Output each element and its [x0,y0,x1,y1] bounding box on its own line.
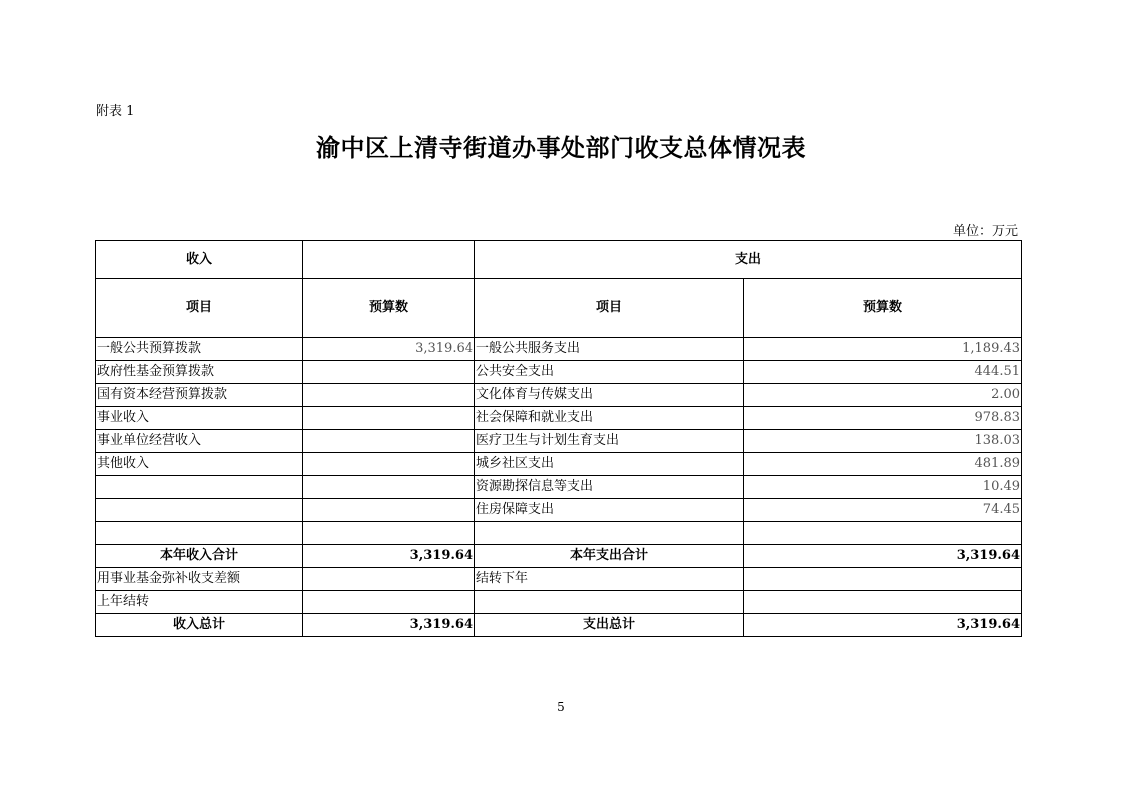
expense-item-header: 项目 [475,279,744,338]
income-value [303,568,475,591]
table-row [96,499,1022,522]
annual-income-total-label: 本年收入合计 [96,545,303,568]
page-number: 5 [557,700,565,714]
expense-value: 978.83 [744,407,1022,430]
income-value [303,453,475,476]
table-row [96,476,1022,499]
income-item: 其他收入 [96,453,303,476]
income-value [303,384,475,407]
income-section-header: 收入 [96,241,303,279]
header-row-sections [96,241,1022,279]
annual-income-total-value: 3,319.64 [303,545,475,568]
table-row [96,384,1022,407]
income-value [303,407,475,430]
expense-value [744,522,1022,545]
table-row [96,338,1022,361]
appendix-label: 附表 1 [96,104,135,119]
income-item: 一般公共预算拨款 [96,338,303,361]
income-item-header: 项目 [96,279,303,338]
income-item [96,476,303,499]
expense-value: 1,189.43 [744,338,1022,361]
expense-value [744,591,1022,614]
grand-expense-total-label: 支出总计 [475,614,744,637]
income-value [303,430,475,453]
expense-section-header: 支出 [475,241,1022,279]
expense-value: 444.51 [744,361,1022,384]
expense-item: 医疗卫生与计划生育支出 [475,430,744,453]
expense-value: 74.45 [744,499,1022,522]
income-item: 事业单位经营收入 [96,430,303,453]
income-item: 上年结转 [96,591,303,614]
income-value [303,522,475,545]
table-row [96,522,1022,545]
unit-label: 单位：万元 [952,224,1018,239]
income-item [96,522,303,545]
income-budget-header: 预算数 [303,279,475,338]
income-section-header-blank [303,241,475,279]
income-item [96,499,303,522]
expense-item [475,522,744,545]
expense-value: 481.89 [744,453,1022,476]
expense-item: 一般公共服务支出 [475,338,744,361]
table-row [96,568,1022,591]
expense-value: 138.03 [744,430,1022,453]
budget-table [95,240,1022,637]
expense-item: 文化体育与传媒支出 [475,384,744,407]
income-value: 3,319.64 [303,338,475,361]
income-item: 事业收入 [96,407,303,430]
header-row-columns [96,279,1022,338]
annual-expense-total-label: 本年支出合计 [475,545,744,568]
expense-value: 10.49 [744,476,1022,499]
grand-total-row [96,614,1022,637]
table-row [96,591,1022,614]
expense-item: 公共安全支出 [475,361,744,384]
table-row [96,453,1022,476]
expense-budget-header: 预算数 [744,279,1022,338]
income-item: 国有资本经营预算拨款 [96,384,303,407]
grand-income-total-label: 收入总计 [96,614,303,637]
expense-item: 结转下年 [475,568,744,591]
income-item: 用事业基金弥补收支差额 [96,568,303,591]
grand-expense-total-value: 3,319.64 [744,614,1022,637]
income-value [303,361,475,384]
annual-expense-total-value: 3,319.64 [744,545,1022,568]
expense-item: 社会保障和就业支出 [475,407,744,430]
expense-item: 城乡社区支出 [475,453,744,476]
income-item: 政府性基金预算拨款 [96,361,303,384]
table-row [96,430,1022,453]
expense-item: 住房保障支出 [475,499,744,522]
expense-item [475,591,744,614]
annual-total-row [96,545,1022,568]
page-title: 渝中区上清寺街道办事处部门收支总体情况表 [316,134,806,162]
expense-value: 2.00 [744,384,1022,407]
expense-value [744,568,1022,591]
income-value [303,499,475,522]
expense-item: 资源勘探信息等支出 [475,476,744,499]
table-row [96,361,1022,384]
table-row [96,407,1022,430]
income-value [303,476,475,499]
grand-income-total-value: 3,319.64 [303,614,475,637]
income-value [303,591,475,614]
